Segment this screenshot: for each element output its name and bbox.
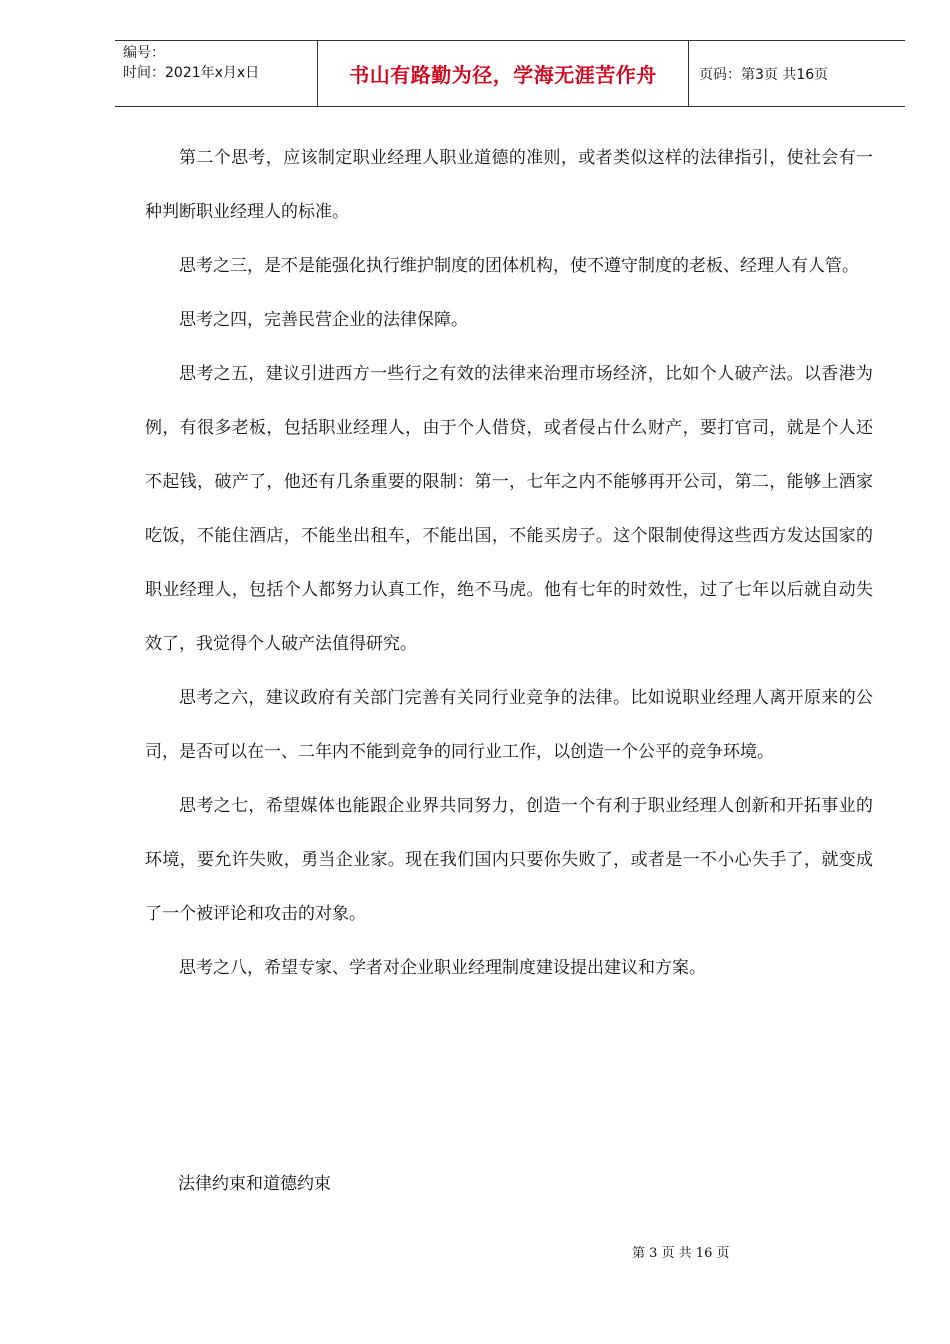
document-body bbox=[145, 131, 873, 995]
paragraph: 思考之六，建议政府有关部门完善有关同行业竞争的法律。比如说职业经理人离开原来的公司，是否可以在一、二年内不能到竞争的同行业工作，以创造一个公平的竞争环境。 bbox=[145, 688, 873, 762]
paragraph: 思考之四，完善民营企业的法律保障。 bbox=[179, 310, 468, 330]
header-motto-cell bbox=[317, 41, 689, 106]
header-motto: 书山有路勤为径，学海无涯苦作舟 bbox=[349, 63, 657, 87]
section-title: 法律约束和道德约束 bbox=[178, 1174, 331, 1194]
paragraph: 思考之八，希望专家、学者对企业职业经理制度建设提出建议和方案。 bbox=[179, 958, 706, 978]
header-page-info: 页码：第3页 共16页 bbox=[699, 66, 829, 83]
paragraph: 第二个思考，应该制定职业经理人职业道德的准则，或者类似这样的法律指引，使社会有一种判断职业经理人的标准。 bbox=[145, 148, 873, 222]
header-meta bbox=[115, 41, 317, 106]
document-time-label: 时间：2021年x月x日 bbox=[123, 65, 260, 81]
document-number-label: 编号： bbox=[123, 45, 165, 61]
page-footer: 第 3 页 共 16 页 bbox=[632, 1246, 730, 1261]
header-page-info-cell bbox=[689, 41, 905, 106]
paragraph: 思考之五，建议引进西方一些行之有效的法律来治理市场经济，比如个人破产法。以香港为例，有很多老板，包括职业经理人，由于个人借贷，或者侵占什么财产，要打官司，就是个人还不起钱，破产了，他还有几条重要的限制：第一，七年之内不能够再开公司，第二，能够上酒家吃饭，不能住酒店，不能坐出租车，不能出国，不能买房子。这个限制使得这些西方发达国家的职业经理人，包括个人都努力认真工作，绝不马虎。他有七年的时效性，过了七年以后就自动失效了，我觉得个人破产法值得研究。 bbox=[145, 364, 873, 654]
paragraph: 思考之七，希望媒体也能跟企业界共同努力，创造一个有利于职业经理人创新和开拓事业的环境，要允许失败，勇当企业家。现在我们国内只要你失败了，或者是一不小心失手了，就变成了一个被评论和攻击的对象。 bbox=[145, 796, 873, 924]
document-header bbox=[115, 40, 905, 107]
paragraph: 思考之三，是不是能强化执行维护制度的团体机构，使不遵守制度的老板、经理人有人管。 bbox=[179, 256, 859, 276]
